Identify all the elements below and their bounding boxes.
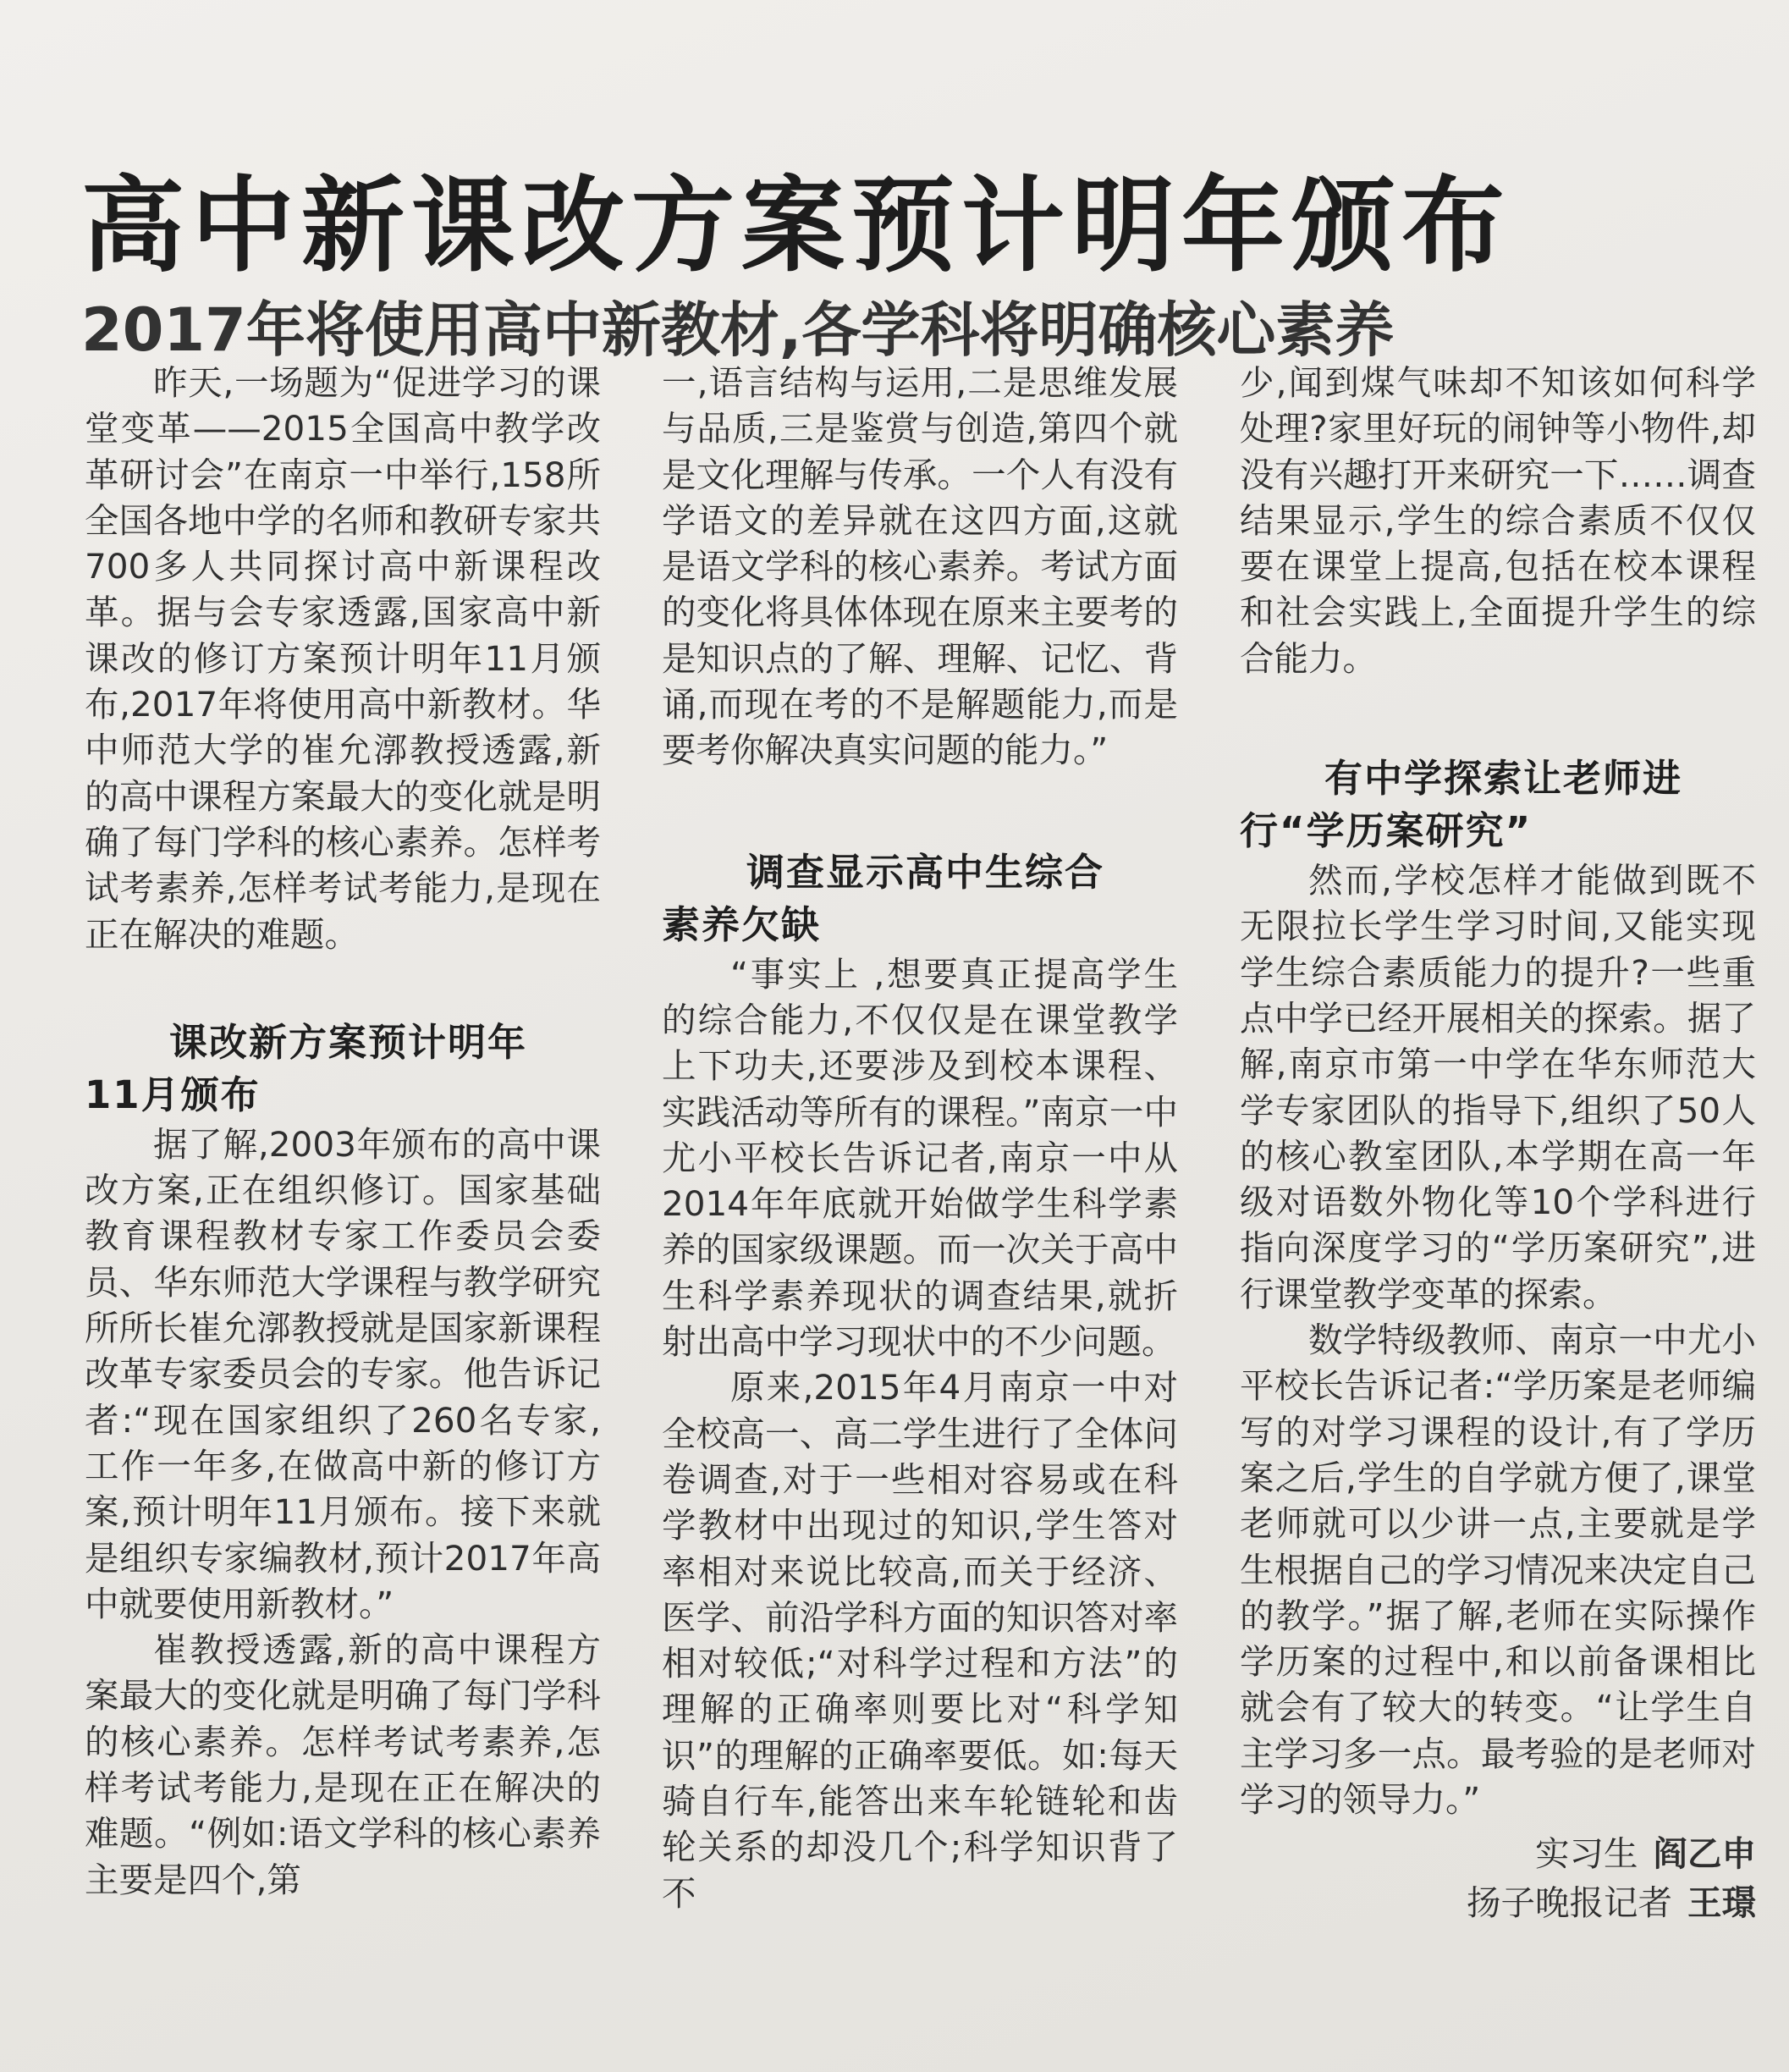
article-column-1 bbox=[85, 360, 601, 2002]
section-heading-line: 行“学历案研究” bbox=[1240, 808, 1533, 854]
article-column-2 bbox=[662, 360, 1178, 2002]
section-heading-line: 有中学探索让老师进 bbox=[1324, 756, 1683, 802]
paragraph: 据了解,2003年颁布的高中课改方案,正在组织修订。国家基础教育课程教材专家工作委员会委员、华东师范大学课程与教学研究所所长崔允漷教授就是国家新课程改革专家委员会的专家。他告诉记者:“现在国家组织了260名专家,工作一年多,在做高中新的修订方案,预计明年11月颁布。接下来就是组织专家编教材,预计2017年高中就要使用新教材。” bbox=[85, 1123, 601, 1624]
paragraph: 原来,2015年4月南京一中对全校高一、高二学生进行了全体问卷调查,对于一些相对容易或在科学教材中出现过的知识,学生答对率相对来说比较高,而关于经济、医学、前沿学科方面的知识答对率相对较低;“对科学过程和方法”的理解的正确率则要比对“科学知识”的理解的正确率要低。如:每天骑自行车,能答出来车轮链轮和齿轮关系的却没几个;科学知识背了不 bbox=[662, 1367, 1178, 1914]
paragraph: 一,语言结构与运用,二是思维发展与品质,三是鉴赏与创造,第四个就是文化理解与传承。一个人有没有学语文的差异就在这四方面,这就是语文学科的核心素养。考试方面的变化将具体体现在原来主要考的是知识点的了解、理解、记忆、背诵,而现在考的不是解题能力,而是要考你解决真实问题的能力。” bbox=[662, 362, 1178, 771]
article-column-3 bbox=[1240, 360, 1756, 2002]
section-heading-3 bbox=[1240, 752, 1756, 857]
paragraph: 少,闻到煤气味却不知该如何科学处理?家里好玩的闹钟等小物件,却没有兴趣打开来研究一下……调查结果显示,学生的综合素质不仅仅要在课堂上提高,包括在校本课程和社会实践上,全面提升学生的综合能力。 bbox=[1240, 362, 1756, 679]
paragraph: 昨天,一场题为“促进学习的课堂变革——2015全国高中教学改革研讨会”在南京一中举行,158所全国各地中学的名师和教研专家共700多人共同探讨高中新课程改革。据与会专家透露,国家高中新课改的修订方案预计明年11月颁布,2017年将使用高中新教材。华中师范大学的崔允漷教授透露,新的高中课程方案最大的变化就是明确了每门学科的核心素养。怎样考试考素养,怎样考试考能力,是现在正在解决的难题。 bbox=[85, 362, 601, 955]
byline-name: 阎乙申 bbox=[1653, 1833, 1756, 1875]
subheadline: 2017年将使用高中新教材,各学科将明确核心素养 bbox=[81, 295, 1395, 366]
paragraph: 数学特级教师、南京一中尤小平校长告诉记者:“学历案是老师编写的对学习课程的设计,有了学历案之后,学生的自学就方便了,课堂老师就可以少讲一点,主要就是学生根据自己的学习情况来决定自己的教学。”据了解,老师在实际操作学历案的过程中,和以前备课相比就会有了较大的转变。“让学生自主学习多一点。最考验的是老师对学习的领导力。” bbox=[1240, 1320, 1756, 1821]
section-heading-1 bbox=[85, 1017, 601, 1121]
byline bbox=[1240, 1829, 1756, 1927]
byline-reporter bbox=[1240, 1878, 1756, 1927]
paragraph: 崔教授透露,新的高中课程方案最大的变化就是明确了每门学科的核心素养。怎样考试考素养,怎样考试考能力,是现在正在解决的难题。“例如:语文学科的核心素养主要是四个,第 bbox=[85, 1629, 601, 1900]
section-heading-line: 11月颁布 bbox=[85, 1072, 261, 1117]
section-heading-line: 课改新方案预计明年 bbox=[169, 1019, 528, 1065]
section-heading-2 bbox=[662, 846, 1178, 951]
byline-role: 实习生 bbox=[1535, 1833, 1638, 1875]
headline: 高中新课改方案预计明年颁布 bbox=[81, 165, 1511, 286]
byline-intern bbox=[1240, 1829, 1756, 1878]
section-heading-line: 素养欠缺 bbox=[662, 901, 822, 947]
byline-role: 扬子晚报记者 bbox=[1467, 1882, 1672, 1924]
paragraph: “事实上 ,想要真正提高学生的综合能力,不仅仅是在课堂教学上下功夫,还要涉及到校本课程、实践活动等所有的课程。”南京一中尤小平校长告诉记者,南京一中从2014年年底就开始做学生科学素养的国家级课题。而一次关于高中生科学素养现状的调查结果,就折射出高中学习现状中的不少问题。 bbox=[662, 953, 1178, 1363]
paragraph: 然而,学校怎样才能做到既不无限拉长学生学习时间,又能实现学生综合素质能力的提升?一些重点中学已经开展相关的探索。据了解,南京市第一中学在华东师范大学专家团队的指导下,组织了50人的核心教室团队,本学期在高一年级对语数外物化等10个学科进行指向深度学习的“学历案研究”,进行课堂教学变革的探索。 bbox=[1240, 860, 1756, 1314]
section-heading-line: 调查显示高中生综合 bbox=[746, 849, 1105, 895]
byline-name: 王璟 bbox=[1687, 1882, 1756, 1924]
